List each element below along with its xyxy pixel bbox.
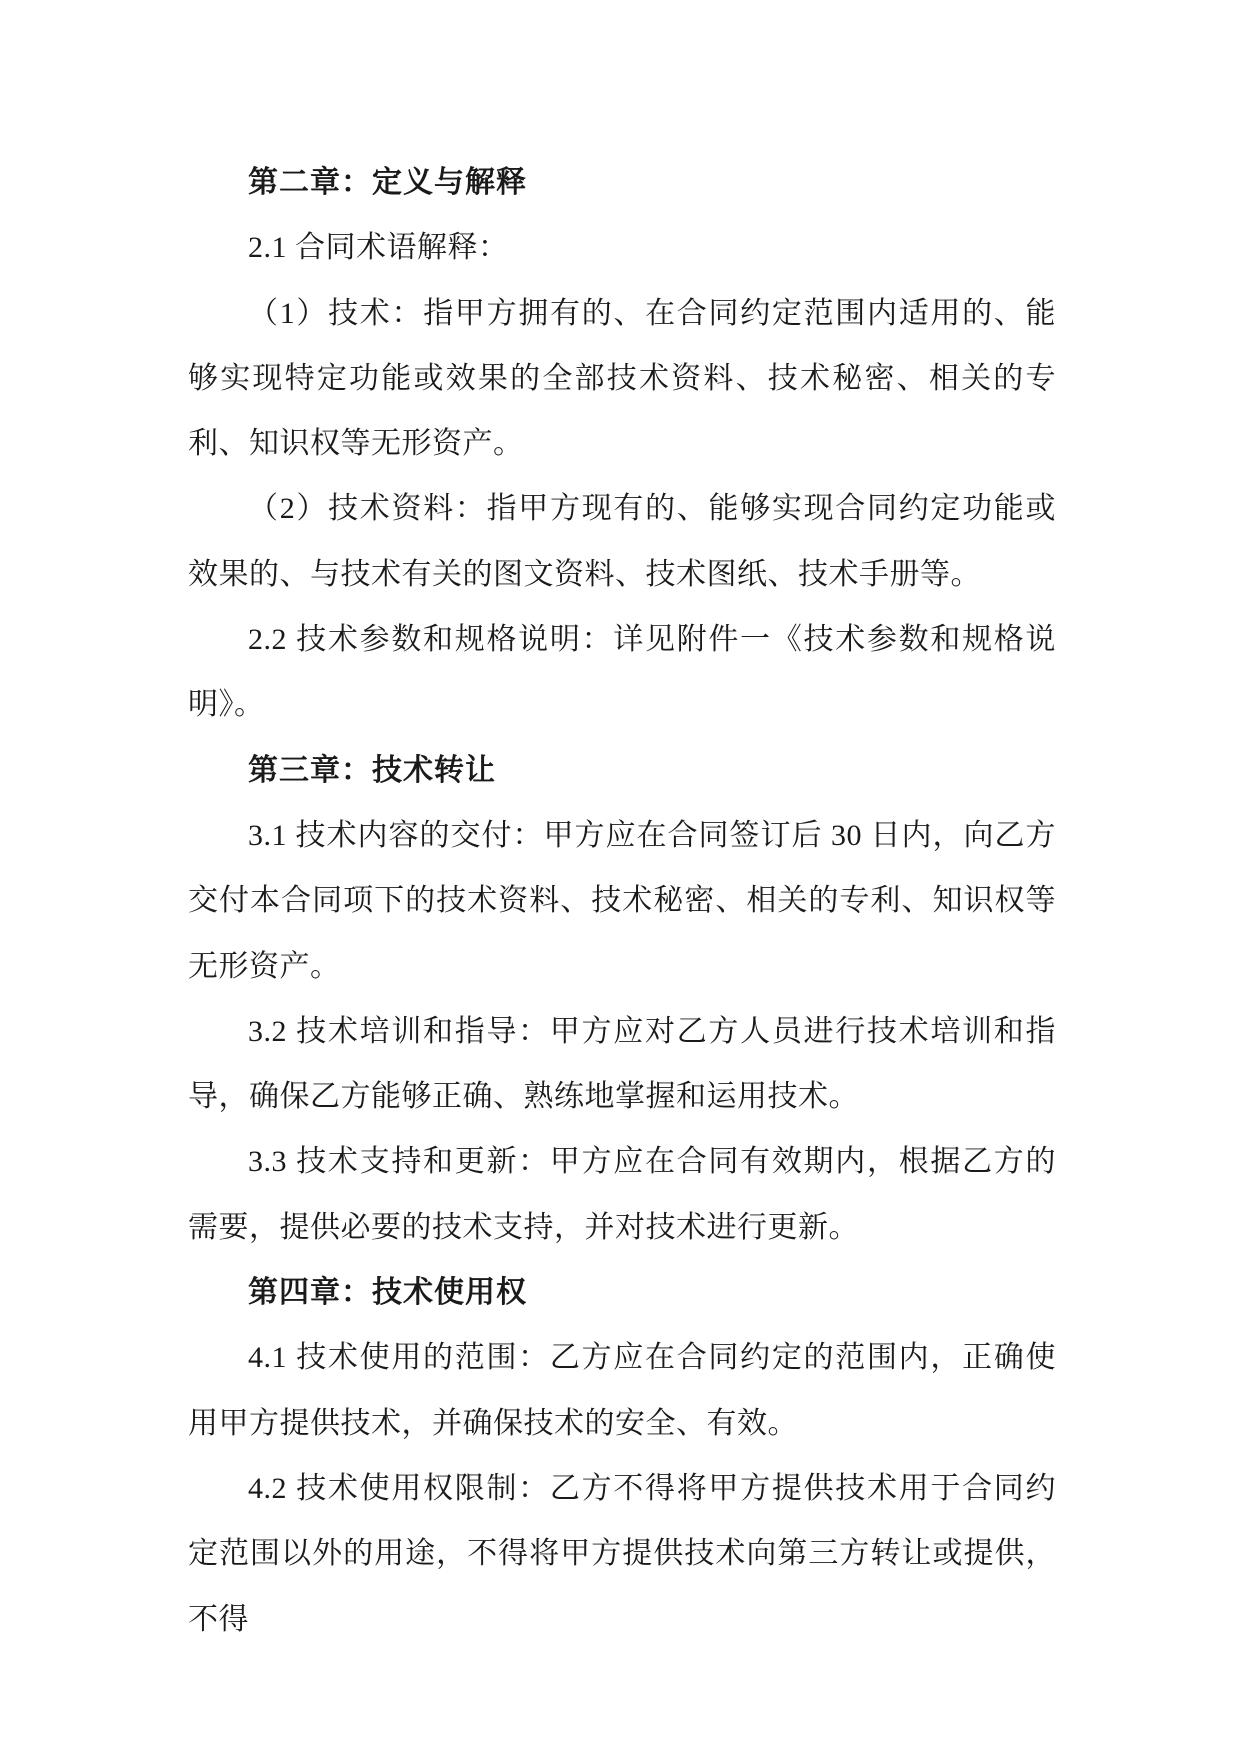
contract-paragraph: 3.3 技术支持和更新：甲方应在合同有效期内，根据乙方的需要，提供必要的技术支持，并对技术进行更新。: [188, 1145, 1056, 1244]
chapter-heading: 第三章：技术转让: [248, 753, 496, 787]
contract-paragraph: 3.1 技术内容的交付：甲方应在合同签订后 30 日内，向乙方交付本合同项下的技术资料、技术秘密、相关的专利、知识权等无形资产。: [188, 818, 1056, 983]
contract-paragraph: 2.2 技术参数和规格说明：详见附件一《技术参数和规格说明》。: [188, 623, 1056, 722]
contract-paragraph: （1）技术：指甲方拥有的、在合同约定范围内适用的、能够实现特定功能或效果的全部技术资料、技术秘密、相关的专利、知识权等无形资产。: [188, 296, 1056, 461]
chapter-heading: 第四章：技术使用权: [248, 1276, 527, 1310]
contract-paragraph: （2）技术资料：指甲方现有的、能够实现合同约定功能或效果的、与技术有关的图文资料、技术图纸、技术手册等。: [188, 492, 1056, 591]
chapter-heading: 第二章：定义与解释: [248, 166, 527, 199]
contract-paragraph: 2.1 合同术语解释：: [248, 231, 509, 265]
contract-paragraph: 4.1 技术使用的范围：乙方应在合同约定的范围内，正确使用甲方提供技术，并确保技术的安全、有效。: [188, 1341, 1056, 1440]
contract-paragraph: 4.2 技术使用权限制：乙方不得将甲方提供技术用于合同约定范围以外的用途，不得将甲方提供技术向第三方转让或提供，不得: [188, 1471, 1056, 1636]
contract-paragraph: 3.2 技术培训和指导：甲方应对乙方人员进行技术培训和指导，确保乙方能够正确、熟练地掌握和运用技术。: [188, 1014, 1056, 1114]
contract-body: [188, 150, 1056, 1652]
